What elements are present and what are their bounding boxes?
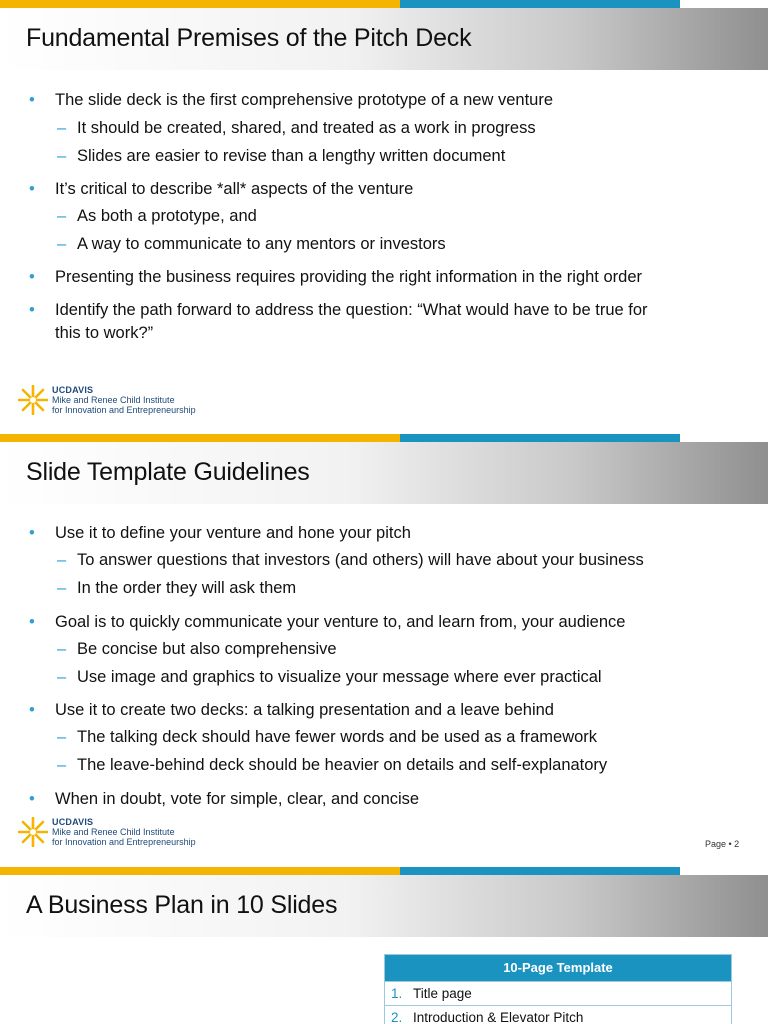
sun-icon: [18, 817, 48, 847]
slide-title: A Business Plan in 10 Slides: [26, 891, 338, 919]
slide-top-stripe: [0, 867, 768, 875]
title-bar: [0, 8, 768, 70]
table-header: 10-Page Template: [385, 955, 731, 981]
table-row: 2. Introduction & Elevator Pitch: [385, 1005, 731, 1024]
sun-icon: [18, 385, 48, 415]
bullet-item: • Use it to define your venture and hone your pitch: [29, 524, 411, 542]
sub-bullet-item: – A way to communicate to any mentors or investors: [57, 235, 446, 253]
bullet-item: • The slide deck is the first comprehensive prototype of a new venture: [29, 91, 554, 109]
bullet-item: • Presenting the business requires providing the right information in the right order: [29, 268, 642, 286]
bullet-continuation: this to work?”: [55, 324, 154, 342]
title-bar: [0, 442, 768, 504]
sub-bullet-item: – As both a prototype, and: [57, 207, 257, 225]
page-number: Page • 2: [705, 839, 740, 849]
sub-bullet-item: – In the order they will ask them: [57, 579, 297, 597]
bullet-item: • Identify the path forward to address the question: “What would have to be true for: [29, 301, 648, 319]
sub-bullet-item: – It should be created, shared, and treated as a work in progress: [57, 119, 536, 137]
sub-bullet-item: – Use image and graphics to visualize your message where ever practical: [57, 668, 602, 686]
bullet-item: • When in doubt, vote for simple, clear, and concise: [29, 790, 420, 808]
sub-bullet-item: – Slides are easier to revise than a lengthy written document: [57, 147, 506, 165]
logo-text: UCDAVIS Mike and Renee Child Institute for Innovation and Entrepreneurship: [52, 385, 196, 415]
slide-top-stripe: [0, 434, 768, 442]
template-table: [384, 954, 732, 1024]
slide-title: Slide Template Guidelines: [26, 458, 310, 486]
bullet-item: • Goal is to quickly communicate your venture to, and learn from, your audience: [29, 613, 626, 631]
slide-top-stripe: [0, 0, 768, 8]
sub-bullet-item: – The talking deck should have fewer words and be used as a framework: [57, 728, 598, 746]
bullet-item: • Use it to create two decks: a talking presentation and a leave behind: [29, 701, 554, 719]
table-row: 1. Title page: [385, 981, 731, 1005]
bullet-item: • It’s critical to describe *all* aspects of the venture: [29, 180, 414, 198]
slide-2: [0, 434, 768, 864]
slide-title: Fundamental Premises of the Pitch Deck: [26, 24, 472, 52]
sub-bullet-item: – The leave-behind deck should be heavier on details and self-explanatory: [57, 756, 608, 774]
title-bar: [0, 875, 768, 937]
sub-bullet-item: – Be concise but also comprehensive: [57, 640, 337, 658]
slide-3: [0, 867, 768, 1024]
logo-text: UCDAVIS Mike and Renee Child Institute for Innovation and Entrepreneurship: [52, 817, 196, 847]
sub-bullet-item: – To answer questions that investors (and others) will have about your business: [57, 551, 644, 569]
slide-1: [0, 0, 768, 430]
